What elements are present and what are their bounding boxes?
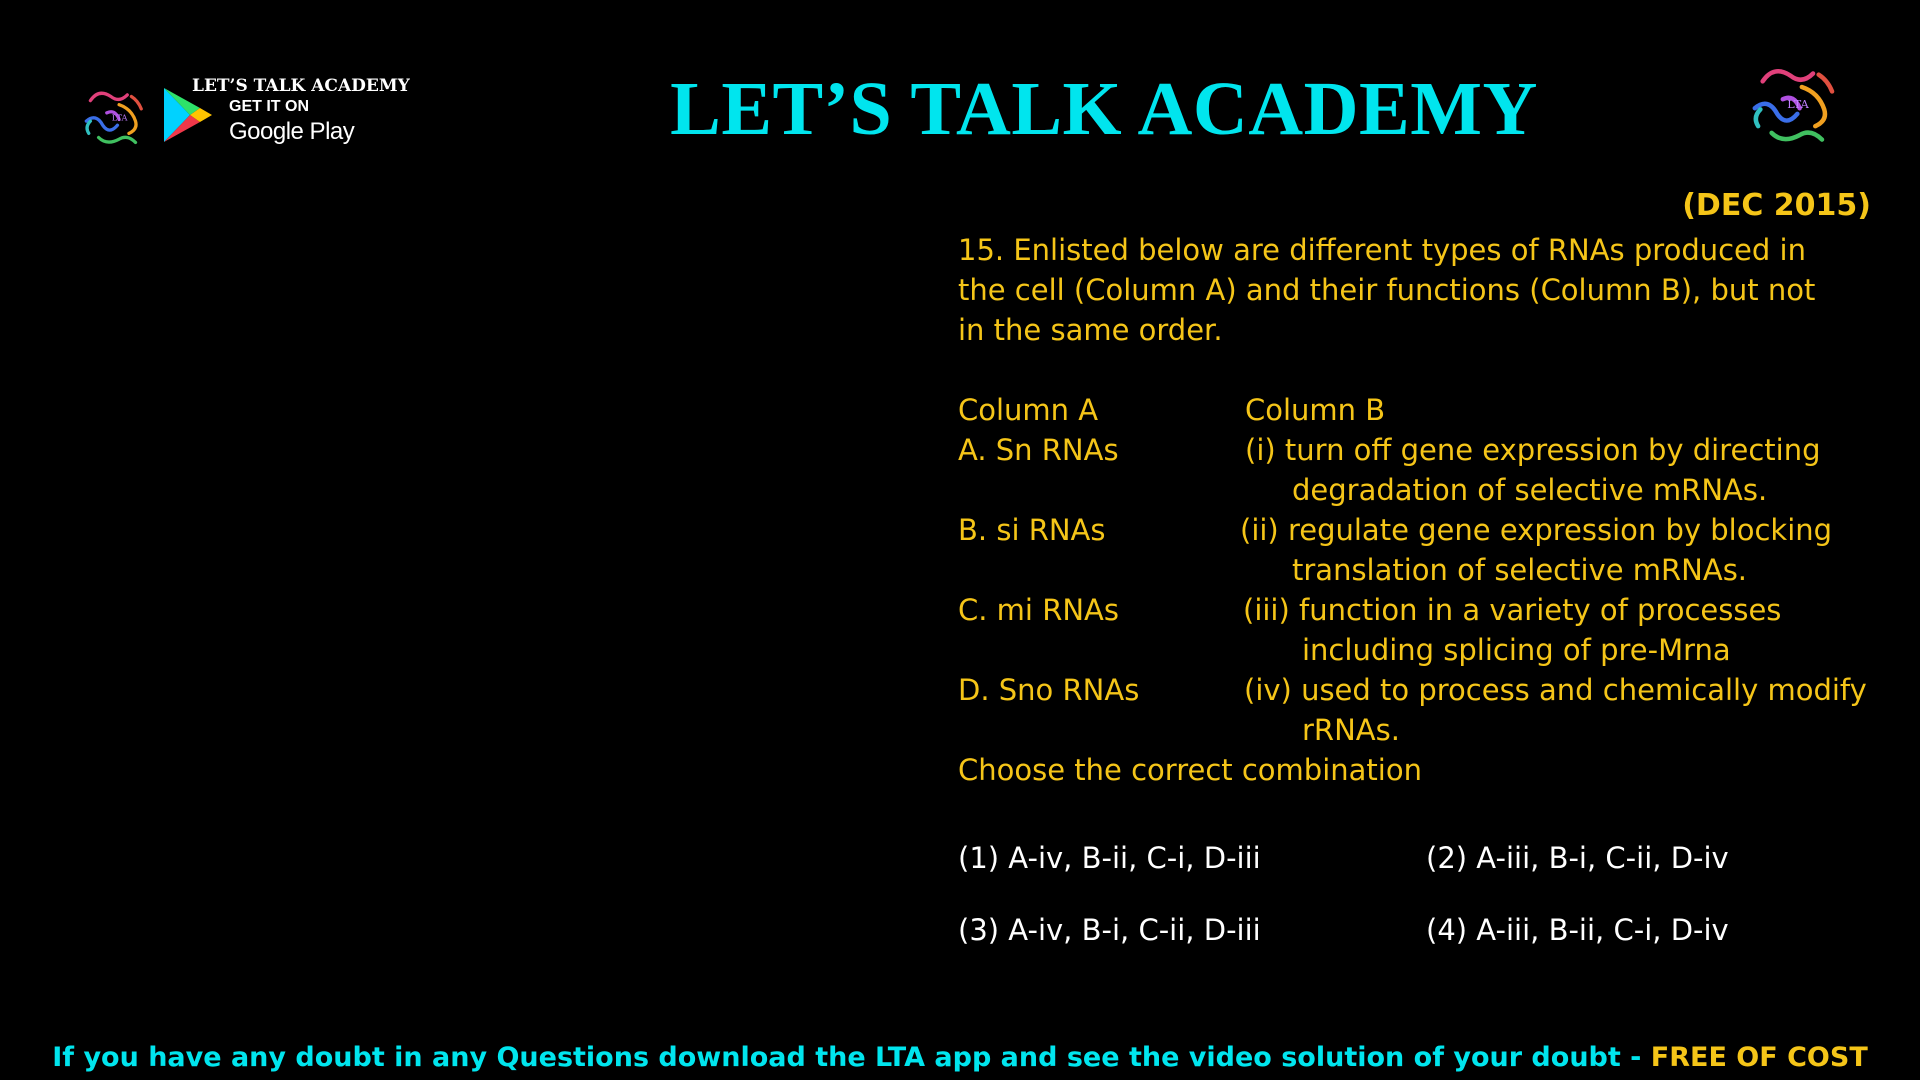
exam-year-tag: (DEC 2015) bbox=[1682, 188, 1871, 223]
footer-highlight: FREE OF COST bbox=[1650, 1042, 1868, 1073]
column-a-item: B. si RNAs bbox=[958, 513, 1106, 547]
column-a-item: A. Sn RNAs bbox=[958, 433, 1119, 467]
column-b-item-continued: translation of selective mRNAs. bbox=[1292, 553, 1748, 587]
answer-option-3[interactable]: (3) A-iv, B-i, C-ii, D-iii bbox=[958, 913, 1261, 947]
question-stem bbox=[958, 230, 1838, 350]
badge-get-it-on[interactable]: GET IT ON bbox=[229, 98, 309, 115]
badge-academy-name: LET’S TALK ACADEMY bbox=[192, 76, 410, 96]
answer-option-1[interactable]: (1) A-iv, B-ii, C-i, D-iii bbox=[958, 841, 1261, 875]
column-b-item-continued: including splicing of pre-Mrna bbox=[1302, 633, 1731, 667]
footer-text: If you have any doubt in any Questions download the LTA app and see the video solution of your doubt - bbox=[52, 1042, 1651, 1073]
column-b-item: (iv) used to process and chemically modify bbox=[1244, 673, 1867, 707]
question-line: in the same order. bbox=[958, 313, 1223, 347]
question-instruction: Choose the correct combination bbox=[958, 753, 1422, 787]
svg-text:LTA: LTA bbox=[1787, 98, 1809, 112]
question-line: the cell (Column A) and their functions (Column B), but not bbox=[958, 273, 1816, 307]
column-a-item: D. Sno RNAs bbox=[958, 673, 1140, 707]
column-a-header: Column A bbox=[958, 393, 1099, 427]
column-b-header: Column B bbox=[1245, 393, 1386, 427]
page-title: LET’S TALK ACADEMY bbox=[670, 67, 1538, 151]
column-b-item-continued: degradation of selective mRNAs. bbox=[1292, 473, 1768, 507]
column-b-item: (ii) regulate gene expression by blocking bbox=[1240, 513, 1833, 547]
question-line: 15. Enlisted below are different types of RNAs produced in bbox=[958, 233, 1806, 267]
protein-structure-logo-right bbox=[1738, 50, 1850, 162]
column-b-item: (i) turn off gene expression by directing bbox=[1245, 433, 1821, 467]
answer-option-4[interactable]: (4) A-iii, B-ii, C-i, D-iv bbox=[1426, 913, 1729, 947]
column-b-item-continued: rRNAs. bbox=[1302, 713, 1400, 747]
badge-google-play[interactable]: Google Play bbox=[229, 118, 355, 145]
footer-banner bbox=[0, 1042, 1920, 1073]
answer-option-2[interactable]: (2) A-iii, B-i, C-ii, D-iv bbox=[1426, 841, 1729, 875]
svg-text:LTA: LTA bbox=[111, 112, 128, 123]
column-a-item: C. mi RNAs bbox=[958, 593, 1120, 627]
column-b-item: (iii) function in a variety of processes bbox=[1243, 593, 1782, 627]
